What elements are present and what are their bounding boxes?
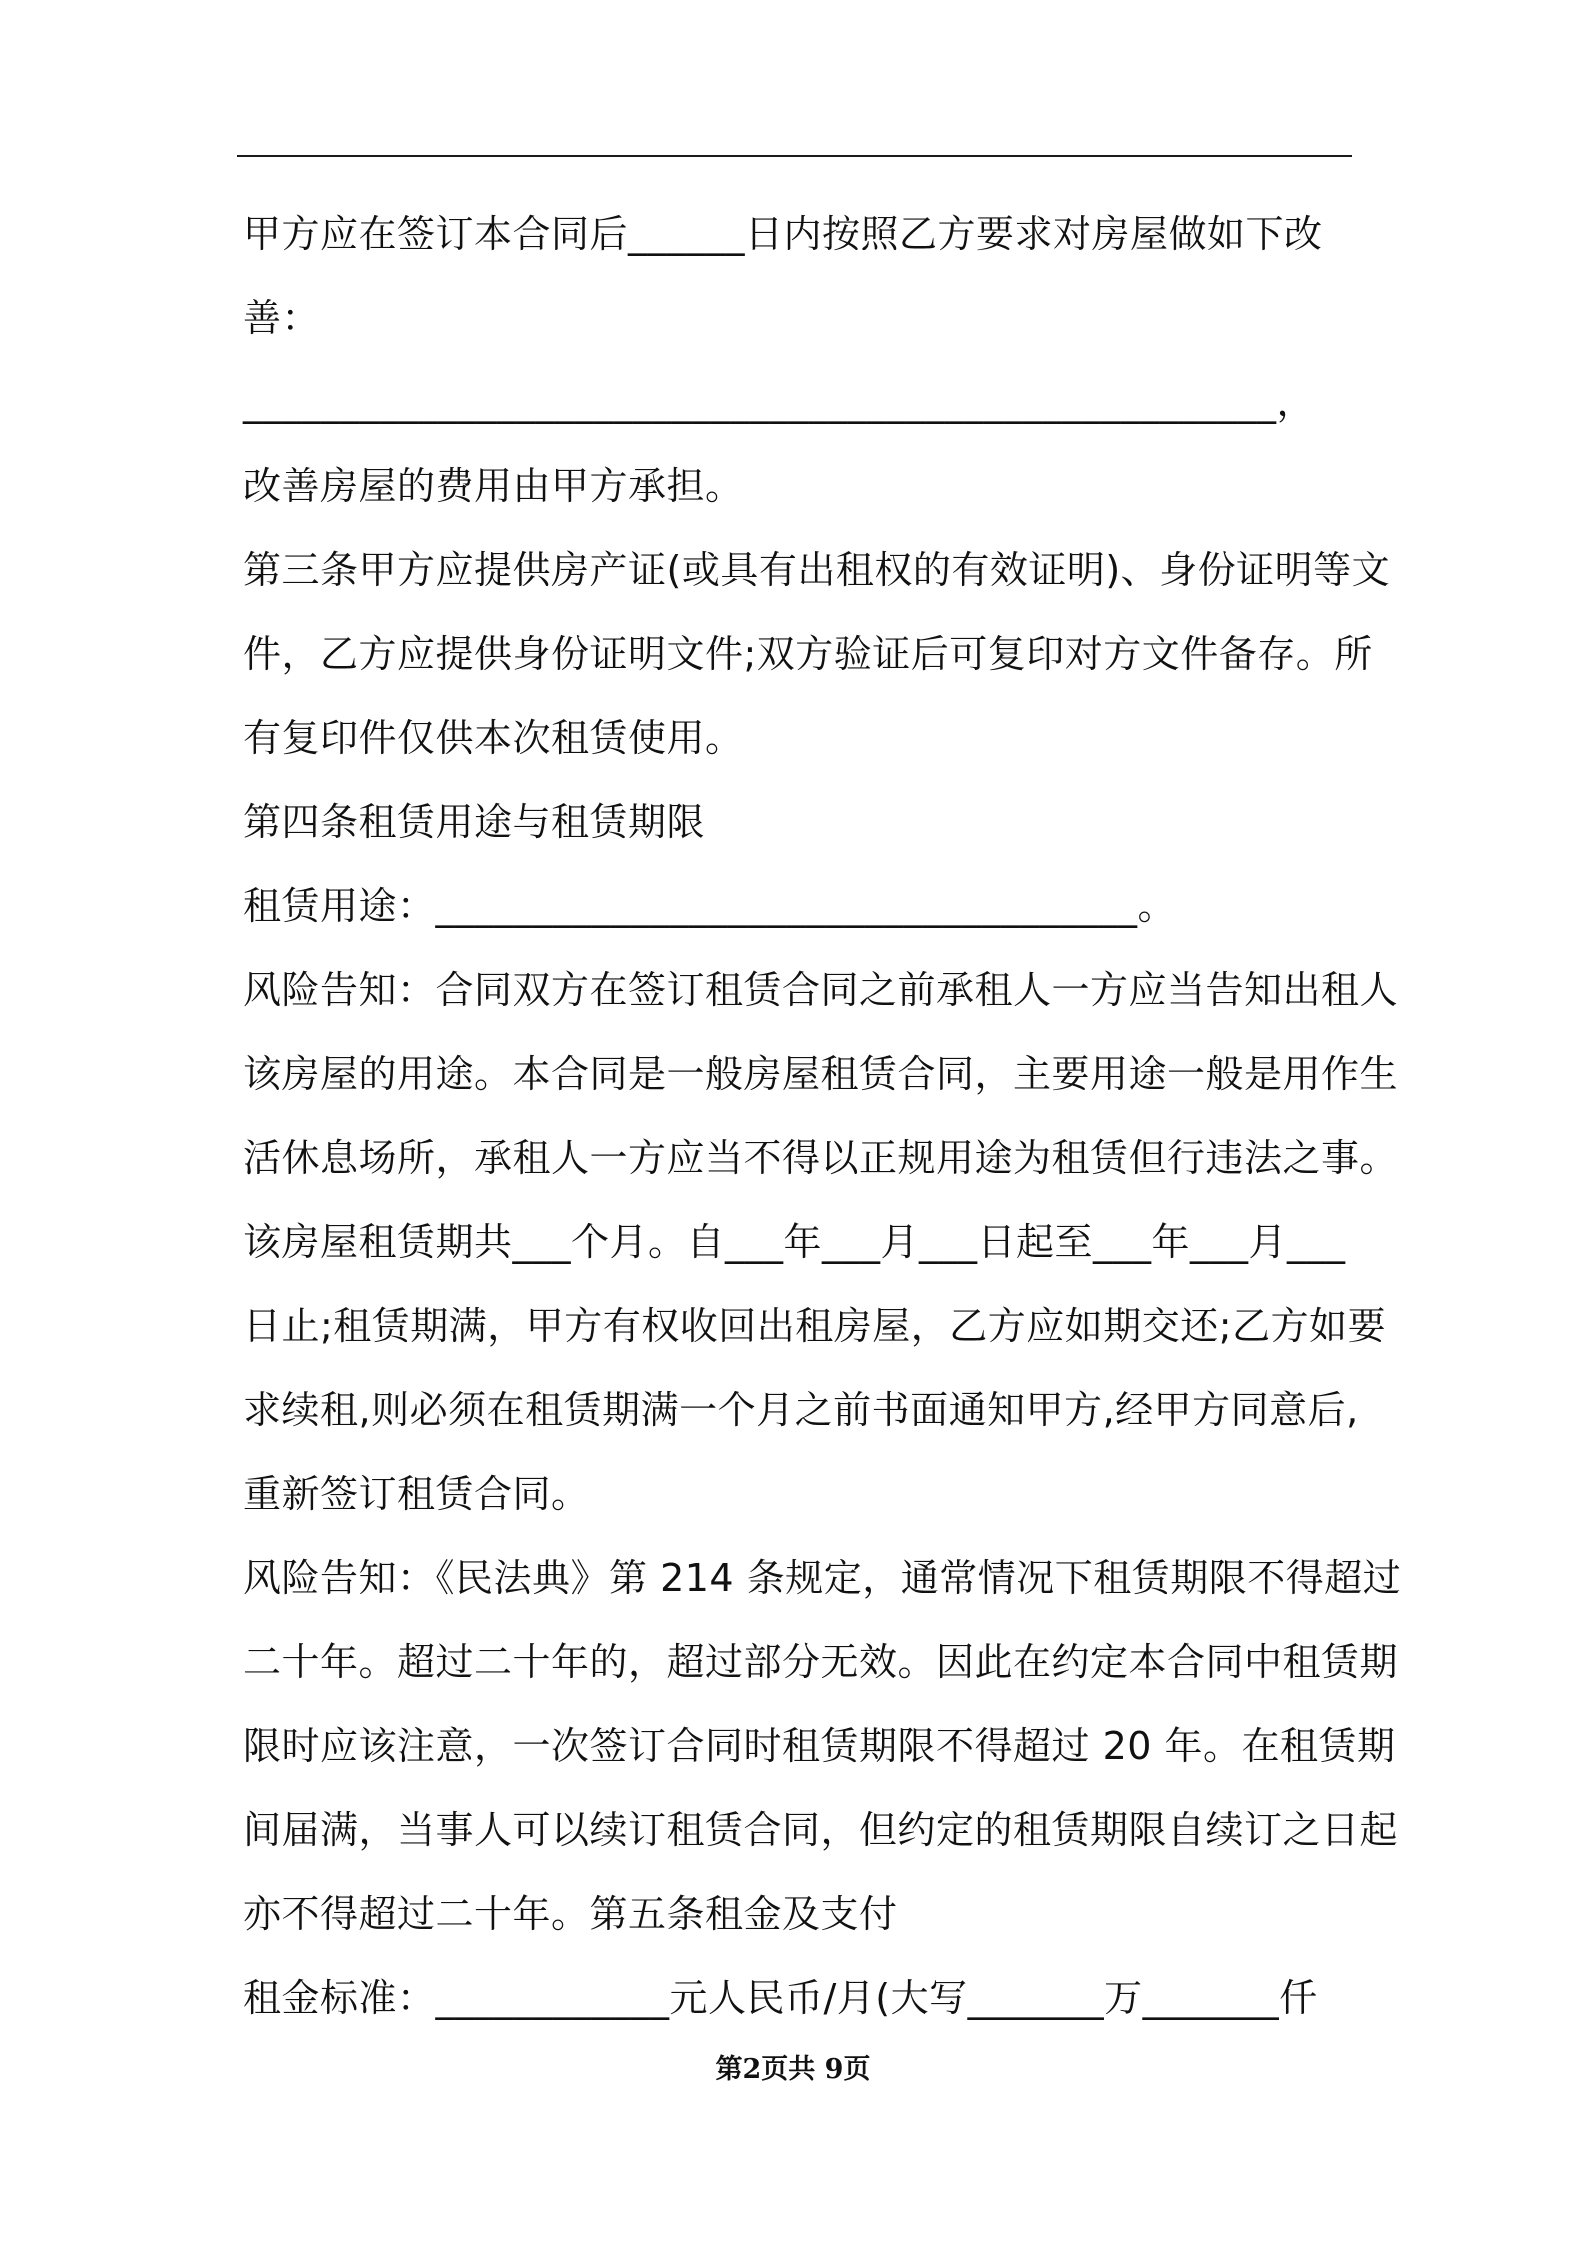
text-line: 该房屋的用途。本合同是一般房屋租赁合同，主要用途一般是用作生 xyxy=(243,1052,1399,1096)
text-line: 活休息场所，承租人一方应当不得以正规用途为租赁但行违法之事。 xyxy=(243,1136,1399,1180)
text-line: 甲方应在签订本合同后______日内按照乙方要求对房屋做如下改 xyxy=(243,212,1323,256)
text-line: 重新签订租赁合同。 xyxy=(243,1472,590,1516)
text-line: 风险告知：《民法典》第 214 条规定，通常情况下租赁期限不得超过 xyxy=(243,1556,1402,1600)
text-line: 亦不得超过二十年。第五条租金及支付 xyxy=(243,1892,898,1936)
text-line: 二十年。超过二十年的，超过部分无效。因此在约定本合同中租赁期 xyxy=(243,1640,1399,1684)
text-line: _____________________________________________________， xyxy=(243,380,1316,424)
text-line: 间届满，当事人可以续订租赁合同，但约定的租赁期限自续订之日起 xyxy=(243,1808,1399,1852)
text-line: 限时应该注意，一次签订合同时租赁期限不得超过 20 年。在租赁期 xyxy=(243,1724,1396,1768)
text-line: 有复印件仅供本次租赁使用。 xyxy=(243,716,744,760)
page-number: 第2页共 9页 xyxy=(715,2054,871,2085)
text-line: 善： xyxy=(243,296,321,340)
text-line: 件，乙方应提供身份证明文件;双方验证后可复印对方文件备存。所 xyxy=(243,632,1373,676)
document-body xyxy=(243,192,1402,2040)
text-line: 第三条甲方应提供房产证(或具有出租权的有效证明)、身份证明等文 xyxy=(243,548,1391,592)
header-rule xyxy=(237,155,1352,157)
section-heading: 第四条租赁用途与租赁期限 xyxy=(243,800,706,844)
text-line: 租金标准：____________元人民币/月(大写_______万_______仟 xyxy=(243,1976,1318,2020)
text-line: 改善房屋的费用由甲方承担。 xyxy=(243,464,744,508)
text-line: 风险告知：合同双方在签订租赁合同之前承租人一方应当告知出租人 xyxy=(243,968,1399,1012)
text-line: 该房屋租赁期共___个月。自___年___月___日起至___年___月___ xyxy=(243,1220,1346,1264)
text-line: 求续租,则必须在租赁期满一个月之前书面通知甲方,经甲方同意后, xyxy=(243,1388,1359,1432)
text-line: 租赁用途：____________________________________。 xyxy=(243,884,1177,928)
text-line: 日止;租赁期满，甲方有权收回出租房屋，乙方应如期交还;乙方如要 xyxy=(243,1304,1387,1348)
